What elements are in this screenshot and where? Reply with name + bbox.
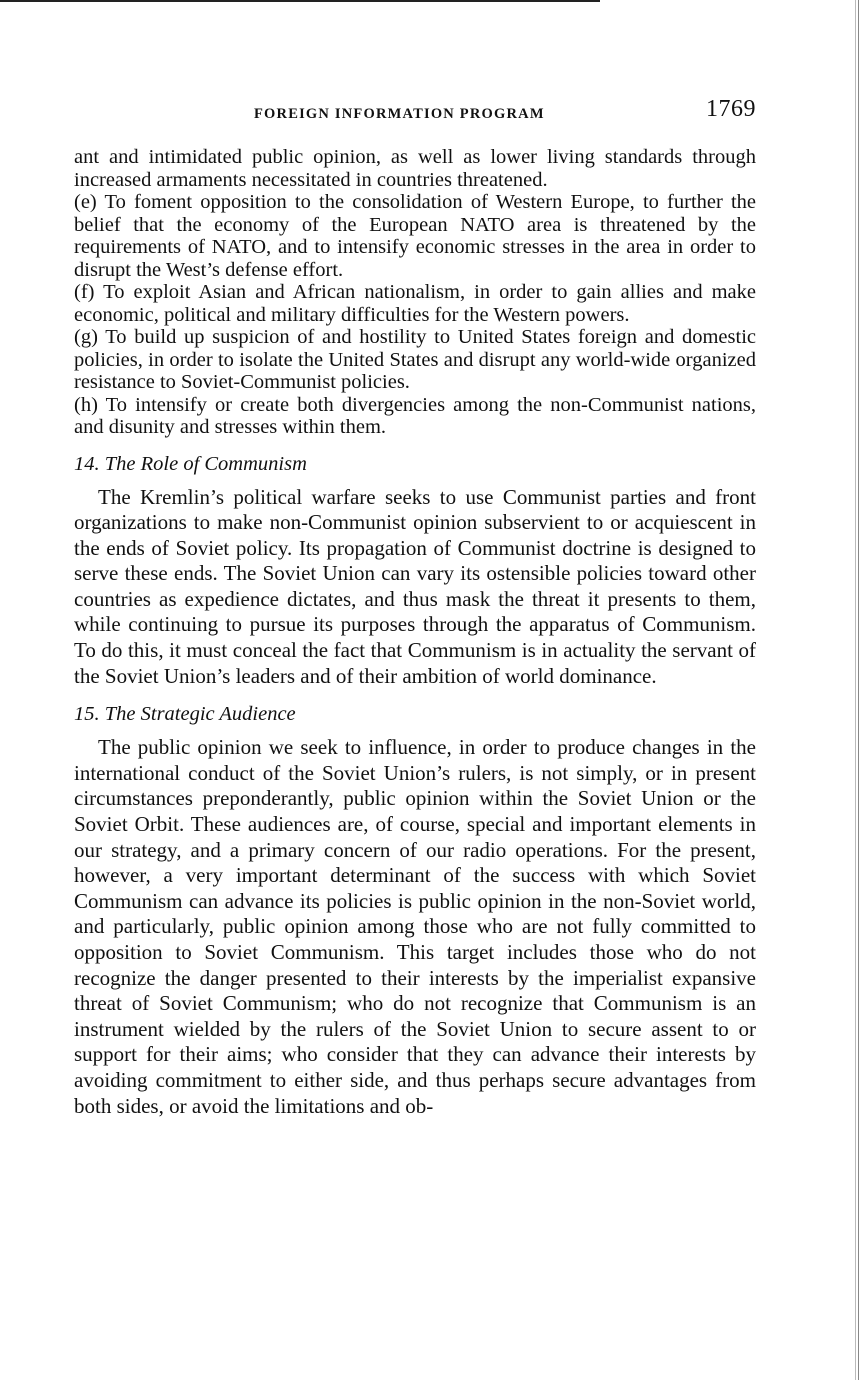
continuation-paragraph: ant and intimidated public opinion, as well as lower living standards through increased armaments necessitated in countries threatened.: [74, 146, 756, 191]
section-14-paragraph: The Kremlin’s political warfare seeks to use Communist parties and front organizations to make non-Communist opinion subservient to or acquiescent in the ends of Soviet policy. Its propagation of Communist doctrine is designed to serve these ends. The Soviet Union can vary its ostensible policies toward other countries as expedience dictates, and thus mask the threat it presents to them, while continuing to pursue its purposes through the apparatus of Communism. To do this, it must conceal the fact that Communism is in actuality the servant of the Soviet Union’s leaders and of their ambition of world dominance.: [74, 484, 756, 688]
list-item-f: (f) To exploit Asian and African nationalism, in order to gain allies and make economic, political and military difficulties for the Western powers.: [74, 281, 756, 326]
section-15-paragraph: The public opinion we seek to influence, in order to produce changes in the international conduct of the Soviet Union’s rulers, is not simply, or in present circumstances preponderantly, public opinion within the Soviet Union or the Soviet Orbit. These audiences are, of course, special and important elements in our strategy, and a primary concern of our radio operations. For the present, however, a very important determinant of the success with which Soviet Communism can advance its policies is public opinion in the non-Soviet world, and particularly, public opinion among those who are not fully committed to opposition to Soviet Communism. This target includes those who do not recognize the danger presented to their interests by the imperialist expansive threat of Soviet Communism; who do not recognize that Communism is an instrument wielded by the rulers of the Soviet Union to secure assent to or support for their aims; who consider that they can advance their interests by avoiding commitment to either side, and thus perhaps secure advantages from both sides, or avoid the limitations and ob-: [74, 735, 756, 1118]
page-header: [74, 96, 756, 136]
list-item-g: (g) To build up suspicion of and hostility to United States foreign and domestic policies, in order to isolate the United States and disrupt any world-wide organized resistance to Soviet-Communist policies.: [74, 326, 756, 393]
page-edge-line: [858, 0, 859, 1380]
section-heading-15: 15. The Strategic Audience: [74, 703, 296, 726]
running-head: FOREIGN INFORMATION PROGRAM: [254, 106, 545, 122]
page-edge-line-inner: [855, 0, 856, 1380]
top-rule: [0, 0, 600, 2]
page-number: 1769: [706, 96, 756, 122]
list-item-e: (e) To foment opposition to the consolidation of Western Europe, to further the belief that the economy of the European NATO area is threatened by the requirements of NATO, and to intensify economic stresses in the area in order to disrupt the West’s defense effort.: [74, 191, 756, 281]
list-block: [74, 146, 756, 439]
list-item-h: (h) To intensify or create both divergencies among the non-Communist nations, and disunity and stresses within them.: [74, 393, 756, 438]
section-heading-14: 14. The Role of Communism: [74, 452, 307, 475]
page-body: [74, 146, 756, 1119]
